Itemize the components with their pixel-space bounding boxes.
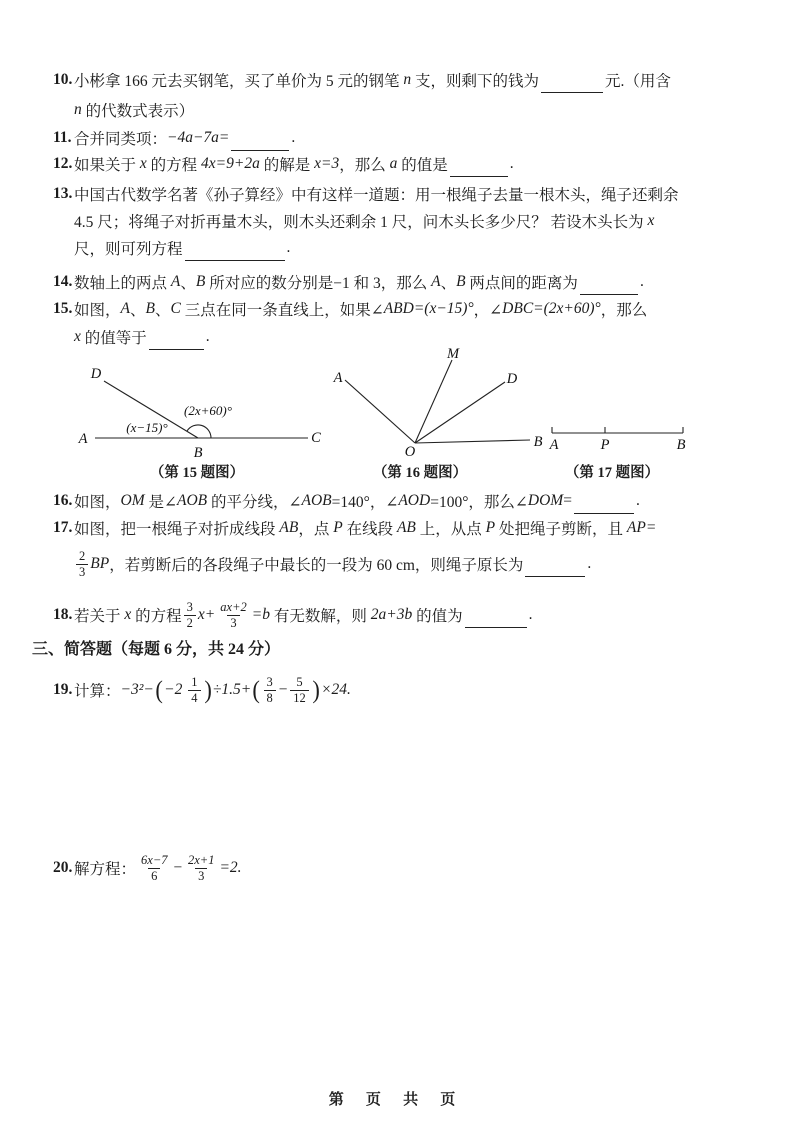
fig16-label-M: M bbox=[446, 346, 460, 362]
text-run: ，那么 bbox=[600, 301, 648, 319]
math-run: DBC bbox=[502, 299, 534, 317]
math-run: C bbox=[170, 299, 181, 317]
math-run: AP= bbox=[626, 518, 657, 536]
math-run: a bbox=[389, 154, 398, 172]
question-12 bbox=[53, 150, 514, 177]
fraction bbox=[264, 675, 276, 705]
fraction-denominator: 3 bbox=[195, 868, 207, 883]
fraction-numerator: 6x−7 bbox=[141, 853, 168, 868]
fraction-numerator: 3 bbox=[266, 675, 273, 690]
answer-blank bbox=[525, 561, 585, 577]
question-number: 11. bbox=[53, 128, 72, 146]
text-run: 三点在同一条直线上，如果∠ bbox=[180, 301, 384, 319]
fraction bbox=[184, 600, 196, 630]
math-run: AOD bbox=[398, 491, 431, 509]
text-run: 尺，则可列方程 bbox=[74, 240, 183, 258]
fig17-label-A: A bbox=[549, 437, 559, 453]
text-run: . bbox=[509, 154, 514, 172]
text-run: 的平分线，∠ bbox=[207, 493, 302, 511]
fig15-angle-dbc-label: (2x+60)° bbox=[184, 403, 232, 418]
question-15-line-2 bbox=[74, 323, 210, 350]
text-run: 如图， bbox=[74, 301, 121, 319]
fraction bbox=[76, 549, 88, 579]
text-run: 、 bbox=[154, 301, 171, 319]
fig15-label-B: B bbox=[193, 445, 203, 461]
text-run: 如图，把一根绳子对折成线段 bbox=[74, 520, 280, 538]
question-number: 19. bbox=[53, 681, 73, 698]
fig15-label-D: D bbox=[90, 366, 102, 382]
math-run: AOB bbox=[177, 491, 208, 509]
math-run: A bbox=[120, 299, 130, 317]
text-run: . bbox=[587, 555, 592, 572]
fraction-denominator: 2 bbox=[184, 615, 196, 630]
math-run: −2 bbox=[164, 681, 187, 698]
figure-16-caption: （第 16 题图） bbox=[372, 465, 468, 481]
question-10-line-1 bbox=[53, 66, 671, 93]
text-run: 如果关于 bbox=[74, 156, 140, 174]
fraction-numerator: 3 bbox=[186, 600, 193, 615]
math-run: BP bbox=[90, 555, 110, 572]
text-run: 在线段 bbox=[342, 520, 397, 538]
fig16-label-D: D bbox=[506, 371, 518, 387]
text-run: 解方程： bbox=[74, 861, 137, 878]
page-footer: 第 页 共 页 bbox=[328, 1091, 465, 1108]
question-19 bbox=[53, 670, 351, 710]
math-run: − bbox=[172, 859, 183, 876]
math-run: =2. bbox=[219, 859, 242, 876]
parenthesis: ) bbox=[312, 676, 320, 704]
fig16-label-A: A bbox=[333, 370, 343, 386]
text-run: 如图， bbox=[74, 493, 121, 511]
question-20 bbox=[53, 848, 242, 888]
question-17-line-2 bbox=[74, 544, 591, 584]
math-run: ÷1.5+ bbox=[212, 681, 252, 698]
math-run: P bbox=[333, 518, 343, 536]
text-run: . bbox=[286, 238, 291, 256]
question-number: 18. bbox=[53, 606, 73, 623]
text-run: 的方程 bbox=[146, 156, 202, 174]
text-run: 、 bbox=[129, 301, 146, 319]
math-run: A bbox=[431, 272, 441, 290]
fraction-numerator: ax+2 bbox=[220, 600, 247, 615]
text-run: . bbox=[528, 606, 533, 623]
fraction bbox=[290, 675, 309, 705]
question-13-line-1 bbox=[53, 180, 679, 207]
math-run: =(x−15)° bbox=[413, 299, 474, 317]
text-run: 4.5 尺；将绳子对折再量木头，则木头还剩余 1 尺，问木头长多少尺？ 若设木头长为 bbox=[74, 213, 648, 231]
text-run: . bbox=[205, 327, 210, 345]
fraction-numerator: 1 bbox=[191, 675, 198, 690]
math-run: =b bbox=[251, 606, 270, 623]
math-run: x=3 bbox=[314, 154, 340, 172]
fig16-label-O: O bbox=[404, 444, 416, 460]
text-run: . bbox=[635, 491, 640, 509]
section-3-header bbox=[32, 634, 280, 661]
answer-blank bbox=[149, 334, 204, 350]
math-run: OM bbox=[120, 491, 145, 509]
text-run: 支，则剩下的钱为 bbox=[411, 72, 540, 90]
figure-17-diagram bbox=[545, 416, 770, 466]
fig15-label-A: A bbox=[78, 431, 88, 447]
question-14 bbox=[53, 268, 644, 295]
figure-15-caption: （第 15 题图） bbox=[149, 465, 245, 481]
text-run: ，那么 bbox=[339, 156, 390, 174]
fraction-denominator: 4 bbox=[188, 690, 200, 705]
text-run: 、 bbox=[440, 274, 457, 292]
text-run: 数轴上的两点 bbox=[74, 274, 171, 292]
question-13-line-2 bbox=[74, 207, 654, 234]
math-run: x bbox=[139, 154, 147, 172]
math-run: −3²− bbox=[120, 681, 154, 698]
math-run: 2a+3b bbox=[370, 606, 413, 623]
answer-blank bbox=[574, 498, 634, 514]
fraction-denominator: 6 bbox=[148, 868, 160, 883]
text-run: 的解是 bbox=[259, 156, 315, 174]
fig15-label-C: C bbox=[311, 430, 321, 446]
text-run: 的值是 bbox=[397, 156, 448, 174]
text-run: = bbox=[563, 491, 572, 509]
math-run: x+ bbox=[197, 606, 216, 623]
fraction-denominator: 3 bbox=[227, 615, 239, 630]
math-run: n bbox=[403, 70, 412, 88]
math-run: B bbox=[456, 272, 466, 290]
text-run: 有无数解，则 bbox=[269, 608, 371, 625]
math-run: B bbox=[145, 299, 155, 317]
fraction-denominator: 12 bbox=[290, 690, 309, 705]
answer-blank bbox=[185, 245, 285, 261]
text-run: 的值等于 bbox=[80, 329, 147, 347]
question-number: 10. bbox=[53, 70, 73, 88]
math-run: AOB bbox=[301, 491, 332, 509]
fig17-label-B: B bbox=[676, 437, 686, 453]
text-run: 的方程 bbox=[131, 608, 182, 625]
question-15-line-1 bbox=[53, 295, 647, 322]
fraction-numerator: 2 bbox=[79, 549, 86, 564]
figure-15-diagram bbox=[55, 364, 325, 462]
question-number: 13. bbox=[53, 184, 73, 202]
text-run: =100°，那么∠ bbox=[430, 493, 528, 511]
text-run: 、 bbox=[180, 274, 196, 292]
math-run: n bbox=[74, 100, 82, 118]
math-run: P bbox=[485, 518, 496, 536]
text-run: . bbox=[291, 128, 296, 146]
math-run: ABD bbox=[383, 299, 414, 317]
question-number: 17. bbox=[53, 518, 73, 536]
text-run: =140°，∠ bbox=[331, 493, 399, 511]
math-run: ×24. bbox=[321, 681, 351, 698]
question-number: 14. bbox=[53, 272, 73, 290]
text-run: 处把绳子剪断，且 bbox=[495, 520, 627, 538]
fig16-label-B: B bbox=[533, 434, 543, 450]
math-run: B bbox=[195, 272, 206, 290]
figure-17-caption: （第 17 题图） bbox=[564, 465, 660, 481]
text-run: 元.（用含 bbox=[605, 72, 671, 90]
fraction bbox=[188, 675, 200, 705]
text-run: 所对应的数分别是−1 和 3，那么 bbox=[205, 274, 432, 292]
math-run: =(2x+60)° bbox=[533, 299, 601, 317]
question-number: 12. bbox=[53, 154, 73, 172]
text-run: 计算： bbox=[74, 683, 121, 700]
text-run: 中国古代数学名著《孙子算经》中有这样一道题：用一根绳子去量一根木头，绳子还剩余 bbox=[74, 186, 679, 204]
question-13-line-3 bbox=[74, 234, 290, 261]
question-number: 20. bbox=[53, 859, 73, 876]
math-run: 4x=9+2a bbox=[201, 154, 260, 172]
question-18 bbox=[53, 595, 532, 635]
fraction bbox=[217, 600, 249, 630]
fraction bbox=[138, 853, 170, 883]
question-17-line-1 bbox=[53, 514, 656, 541]
fig15-angle-abd-label: (x−15)° bbox=[126, 420, 168, 435]
math-run: x bbox=[124, 606, 132, 623]
text-run: 的代数式表示） bbox=[81, 102, 195, 120]
text-run: 合并同类项： bbox=[74, 130, 168, 148]
question-16 bbox=[53, 487, 640, 514]
parenthesis: ( bbox=[252, 676, 261, 704]
answer-blank bbox=[580, 279, 638, 295]
answer-blank bbox=[231, 135, 289, 151]
math-run: x bbox=[647, 211, 655, 229]
answer-blank bbox=[541, 77, 603, 93]
text-run: 是∠ bbox=[144, 493, 177, 511]
question-number: 16. bbox=[53, 491, 73, 509]
fraction-numerator: 5 bbox=[296, 675, 303, 690]
text-run: ，∠ bbox=[473, 301, 503, 319]
math-run: DOM bbox=[527, 491, 564, 509]
math-run: −4a−7a= bbox=[167, 128, 230, 146]
text-run: . bbox=[639, 272, 644, 290]
math-run: AB bbox=[279, 518, 299, 536]
math-run: A bbox=[170, 272, 181, 290]
text-run: ，若剪断后的各段绳子中最长的一段为 60 cm，则绳子原长为 bbox=[109, 557, 524, 574]
fig17-label-P: P bbox=[600, 437, 610, 453]
question-10-line-2 bbox=[74, 96, 194, 123]
fraction bbox=[185, 853, 217, 883]
answer-blank bbox=[450, 161, 508, 177]
question-number: 15. bbox=[53, 299, 73, 317]
parenthesis: ( bbox=[155, 676, 163, 704]
section-3-title: 三、简答题（每题 6 分，共 24 分） bbox=[32, 641, 281, 658]
question-11 bbox=[53, 124, 295, 151]
figure-16-diagram bbox=[330, 346, 545, 458]
text-run: 上，从点 bbox=[415, 520, 486, 538]
fraction-denominator: 8 bbox=[264, 690, 276, 705]
math-run: x bbox=[74, 327, 81, 345]
text-run: 小彬拿 166 元去买钢笔，买了单价为 5 元的钢笔 bbox=[74, 72, 404, 90]
math-run: − bbox=[277, 681, 289, 698]
fraction-numerator: 2x+1 bbox=[187, 853, 215, 868]
text-run: 的值为 bbox=[412, 608, 463, 625]
parenthesis: ) bbox=[203, 676, 212, 704]
text-run: 两点间的距离为 bbox=[465, 274, 578, 292]
answer-blank bbox=[465, 612, 527, 628]
text-run: 若关于 bbox=[74, 608, 125, 625]
text-run: ，点 bbox=[298, 520, 334, 538]
fraction-denominator: 3 bbox=[76, 564, 88, 579]
math-run: AB bbox=[396, 518, 416, 536]
